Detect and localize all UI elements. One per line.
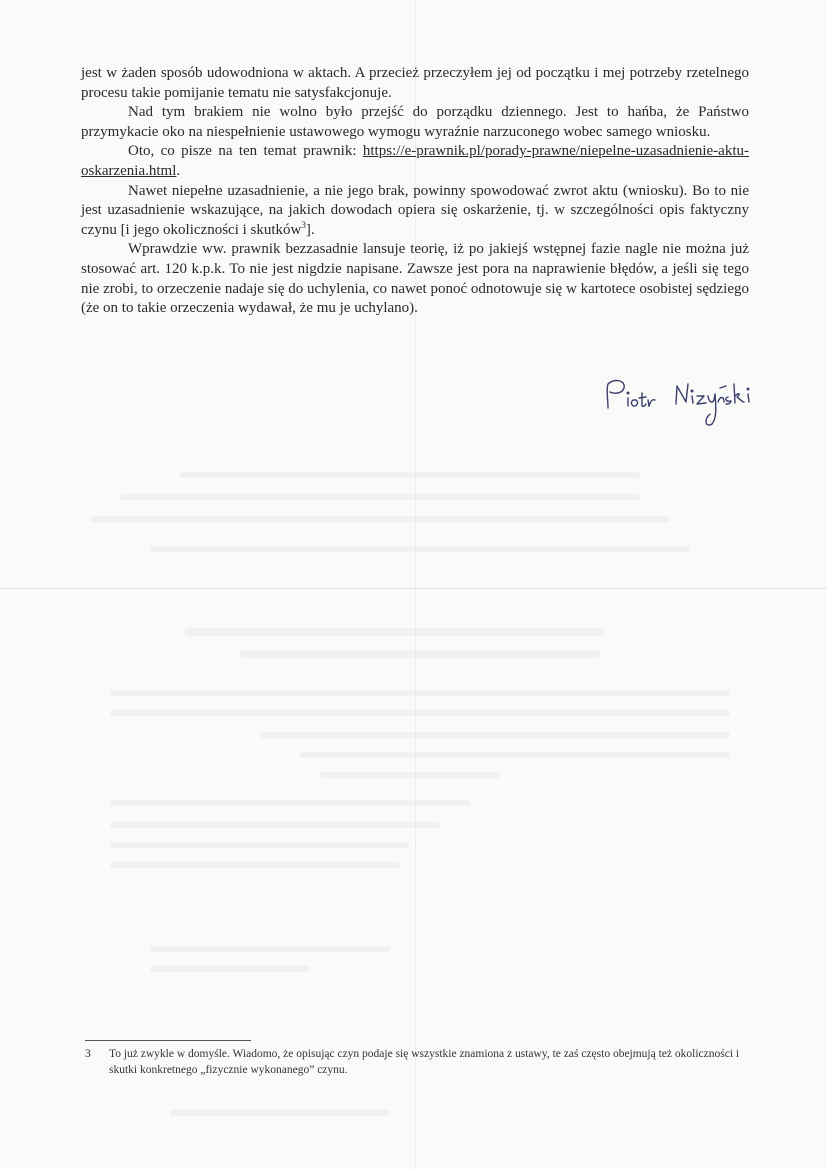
paragraph-article-120: Wprawdzie ww. prawnik bezzasadnie lansuje teorię, iż po jakiejś wstępnej fazie nagle nie można już stosować art. 120 k.p.k. To nie jest nigdzie napisane. Zawsze jest pora na naprawienie błędów, a jeśli się tego nie zrobi, to orzeczenie nadaje się do uchylenia, co nawet ponoć odnotowuje się w kartotece osobistej sędziego (że on to takie orzeczenia wydawał, że mu je uchylano).: [81, 241, 749, 317]
handwritten-signature: [600, 376, 760, 432]
incomplete-justification-text: Nawet niepełne uzasadnienie, a nie jego brak, powinny spowodować zwrot aktu (wniosku). Bo to nie jest uzasadnienie wskazujące, na jakich dowodach opiera się oskarżenie, tj. w szczególności opis faktyczny czynu [i jego okoliczności i skutków: [81, 182, 749, 238]
lawyer-reference-period: .: [176, 162, 181, 179]
lawyer-reference-text: Oto, co pisze na ten temat prawnik:: [128, 143, 363, 160]
paper-fold-horizontal: [0, 588, 827, 589]
incomplete-justification-end: ].: [305, 221, 315, 238]
footnote-reference: 3: [301, 219, 306, 230]
footnote-separator: [85, 1040, 251, 1041]
paragraph-incomplete-justification: [81, 182, 749, 241]
footnote-text: To już zwykle w domyśle. Wiadomo, że opisując czyn podaje się wszystkie znamiona z ustawy, te zaś często obejmują też okoliczności i skutki konkretnego „fizycznie wykonanego” czynu.: [109, 1048, 740, 1076]
footnote: [85, 1046, 745, 1078]
paragraph-lawyer-reference: [81, 142, 749, 181]
letter-body: [81, 64, 749, 319]
paragraph-procedural-defect: Nad tym brakiem nie wolno było przejść do porządku dziennego. Jest to hańba, że Państwo przymykacie oko na niespełnienie ustawowego wymogu wyraźnie narzuconego wobec samego wniosku.: [81, 104, 749, 140]
footnote-number: 3: [85, 1048, 91, 1060]
paragraph-continuation: jest w żaden sposób udowodniona w aktach. A przecież przeczyłem jej od początku i mej potrzeby rzetelnego procesu takie pomijanie tematu nie satysfakcjonuje.: [81, 65, 749, 101]
e-prawnik-link[interactable]: https://e-prawnik.pl/porady-prawne/niepelne-uzasadnienie-aktu-oskarzenia.html: [81, 143, 749, 179]
